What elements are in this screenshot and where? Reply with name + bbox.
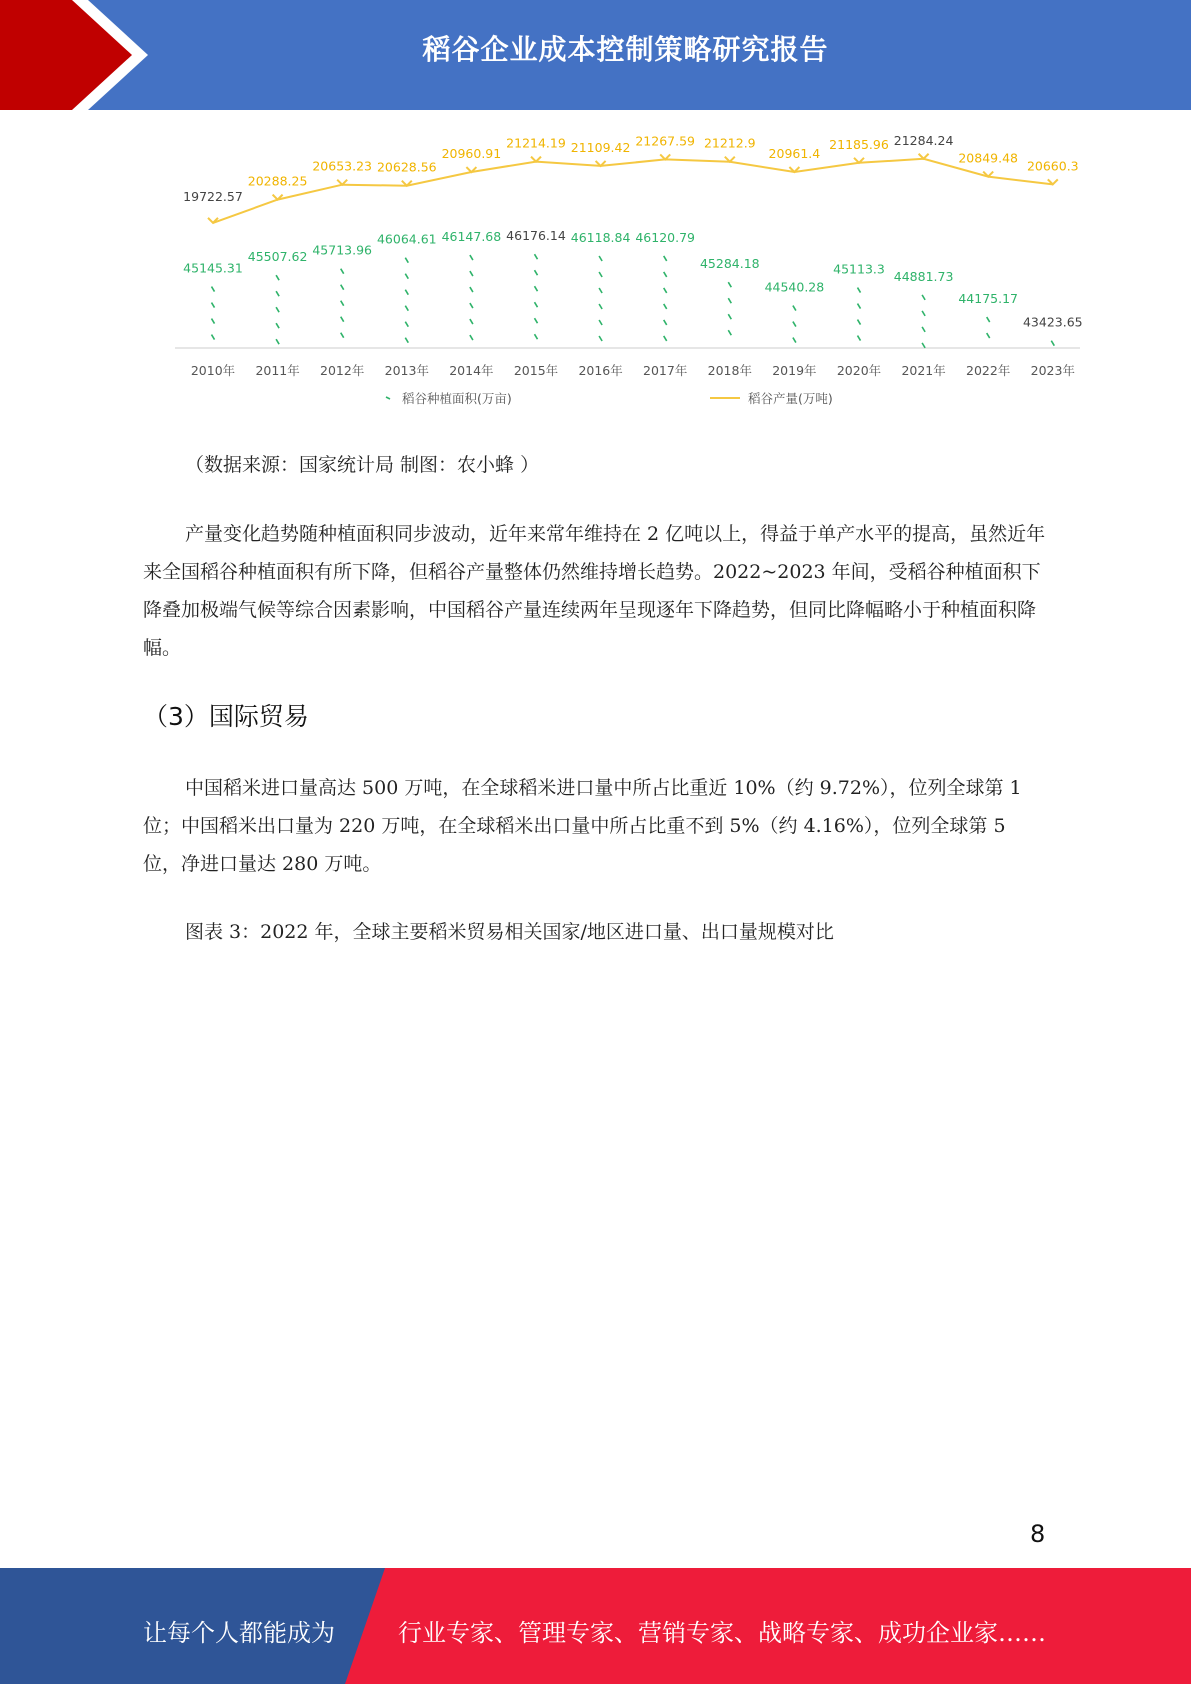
area-marker	[276, 323, 279, 328]
area-marker	[599, 320, 602, 325]
x-tick-label: 2016年	[578, 363, 623, 378]
legend-production-label: 稻谷产量(万吨)	[748, 391, 833, 406]
area-marker	[276, 307, 279, 312]
report-title: 稻谷企业成本控制策略研究报告	[422, 33, 829, 66]
footer-slogan-right: 行业专家、管理专家、营销专家、战略专家、成功企业家……	[398, 1619, 1046, 1647]
area-marker	[405, 290, 408, 295]
area-marker	[405, 338, 408, 343]
area-marker	[599, 256, 602, 261]
x-tick-label: 2010年	[190, 363, 236, 378]
area-marker	[664, 288, 667, 293]
area-marker	[276, 339, 279, 344]
production-data-label: 21214.19	[506, 135, 566, 151]
area-data-label: 45507.62	[247, 249, 308, 265]
area-marker	[987, 333, 990, 338]
chart-svg	[170, 120, 1090, 420]
x-tick-label: 2012年	[320, 363, 365, 378]
area-marker	[728, 314, 731, 319]
area-marker	[276, 291, 279, 296]
area-marker	[341, 301, 344, 306]
page-header	[0, 0, 1191, 110]
production-data-label: 21284.24	[893, 132, 954, 148]
area-marker	[858, 336, 861, 341]
x-tick-label: 2022年	[966, 363, 1011, 378]
area-marker	[535, 334, 538, 339]
area-marker	[470, 319, 473, 324]
production-data-label: 20660.3	[1026, 158, 1079, 174]
production-data-label: 20849.48	[958, 150, 1019, 166]
area-marker	[341, 317, 344, 322]
area-data-label: 44881.73	[893, 268, 954, 284]
area-marker	[212, 319, 215, 324]
area-marker	[470, 287, 473, 292]
area-marker	[276, 275, 279, 280]
area-marker	[212, 287, 215, 292]
area-marker	[599, 336, 602, 341]
rice-area-production-chart	[170, 120, 1090, 420]
area-marker	[599, 272, 602, 277]
production-data-label: 20960.91	[441, 146, 502, 162]
page-footer	[0, 1568, 1191, 1684]
x-tick-label: 2013年	[384, 363, 429, 378]
area-marker	[728, 330, 731, 335]
area-data-label: 46064.61	[376, 231, 437, 247]
area-marker	[405, 322, 408, 327]
area-marker	[858, 304, 861, 309]
area-data-label: 45113.3	[833, 261, 885, 277]
area-marker	[664, 256, 667, 261]
area-marker	[922, 311, 925, 316]
area-marker	[341, 333, 344, 338]
area-marker	[535, 318, 538, 323]
production-data-label: 21109.42	[570, 139, 631, 155]
footer-slogan-left: 让每个人都能成为	[143, 1619, 335, 1647]
area-marker	[470, 271, 473, 276]
area-marker	[858, 288, 861, 293]
area-marker	[535, 302, 538, 307]
production-data-label: 21212.9	[703, 135, 756, 151]
area-marker	[793, 322, 796, 327]
x-tick-label: 2020年	[836, 363, 882, 378]
production-data-label: 20653.23	[312, 158, 373, 174]
area-marker	[728, 298, 731, 303]
area-marker	[858, 320, 861, 325]
x-tick-label: 2021年	[901, 363, 946, 378]
area-data-label: 46120.79	[635, 229, 696, 245]
area-data-label: 44540.28	[764, 279, 825, 295]
area-marker	[922, 295, 925, 300]
production-point	[919, 154, 929, 159]
figure-3-caption: 图表 3：2022 年，全球主要稻米贸易相关国家/地区进口量、出口量规模对比	[185, 921, 834, 943]
area-data-label: 45713.96	[312, 242, 373, 258]
x-tick-label: 2011年	[255, 363, 300, 378]
area-data-label: 46147.68	[441, 229, 502, 245]
paragraph-production-trend: 产量变化趋势随种植面积同步波动，近年来常年维持在 2 亿吨以上，得益于单产水平的提高，虽然近年来全国稻谷种植面积有所下降，但稻谷产量整体仍然维持增长趋势。2022~2023 年间，受稻谷种植面积下降叠加极端气候等综合因素影响，中国稻谷产量连续两年呈现逐年下降趋势，但同比降幅略小于种植面积降幅。	[143, 523, 1046, 659]
production-data-label: 20628.56	[376, 159, 437, 175]
area-marker	[793, 306, 796, 311]
area-marker	[664, 336, 667, 341]
production-data-label: 21185.96	[829, 136, 889, 152]
x-tick-label: 2018年	[707, 363, 752, 378]
page-number: 8	[1030, 1520, 1046, 1548]
area-marker	[599, 304, 602, 309]
area-marker	[405, 274, 408, 279]
x-tick-label: 2017年	[643, 363, 688, 378]
area-marker	[987, 317, 990, 322]
area-marker	[470, 303, 473, 308]
section-heading-international-trade: （3）国际贸易	[143, 702, 309, 731]
area-marker	[470, 255, 473, 260]
production-data-label: 19722.57	[183, 188, 243, 204]
area-marker	[664, 304, 667, 309]
area-data-label: 45284.18	[699, 256, 760, 272]
legend-area-swatch	[386, 397, 390, 399]
x-tick-label: 2023年	[1030, 363, 1075, 378]
area-data-label: 43423.65	[1022, 314, 1083, 330]
area-marker	[470, 335, 473, 340]
legend-area-label: 稻谷种植面积(万亩)	[402, 391, 512, 406]
x-tick-label: 2014年	[449, 363, 494, 378]
area-marker	[793, 338, 796, 343]
area-marker	[535, 270, 538, 275]
data-source-caption: （数据来源：国家统计局 制图：农小蜂 ）	[185, 454, 540, 476]
area-marker	[728, 282, 731, 287]
area-marker	[405, 258, 408, 263]
area-data-label: 44175.17	[958, 291, 1019, 307]
area-marker	[341, 285, 344, 290]
area-data-label: 46118.84	[570, 229, 631, 245]
area-marker	[341, 269, 344, 274]
area-data-label: 46176.14	[506, 228, 566, 244]
area-marker	[922, 343, 925, 348]
area-marker	[405, 306, 408, 311]
x-tick-label: 2015年	[513, 363, 559, 378]
area-marker	[922, 327, 925, 332]
area-marker	[535, 286, 538, 291]
area-marker	[664, 272, 667, 277]
area-marker	[664, 320, 667, 325]
area-marker	[212, 303, 215, 308]
area-marker	[1051, 341, 1054, 346]
area-marker	[212, 335, 215, 340]
production-data-label: 20961.4	[768, 146, 821, 162]
production-data-label: 21267.59	[635, 133, 696, 149]
production-data-label: 20288.25	[247, 173, 308, 189]
x-tick-label: 2019年	[772, 363, 817, 378]
area-data-label: 45145.31	[183, 260, 243, 276]
area-marker	[535, 254, 538, 259]
area-marker	[599, 288, 602, 293]
paragraph-trade: 中国稻米进口量高达 500 万吨，在全球稻米进口量中所占比重近 10%（约 9.72%），位列全球第 1 位；中国稻米出口量为 220 万吨，在全球稻米出口量中所占比重不到 5%（约 4.16%），位列全球第 5 位，净进口量达 280 万吨。	[143, 777, 1022, 875]
